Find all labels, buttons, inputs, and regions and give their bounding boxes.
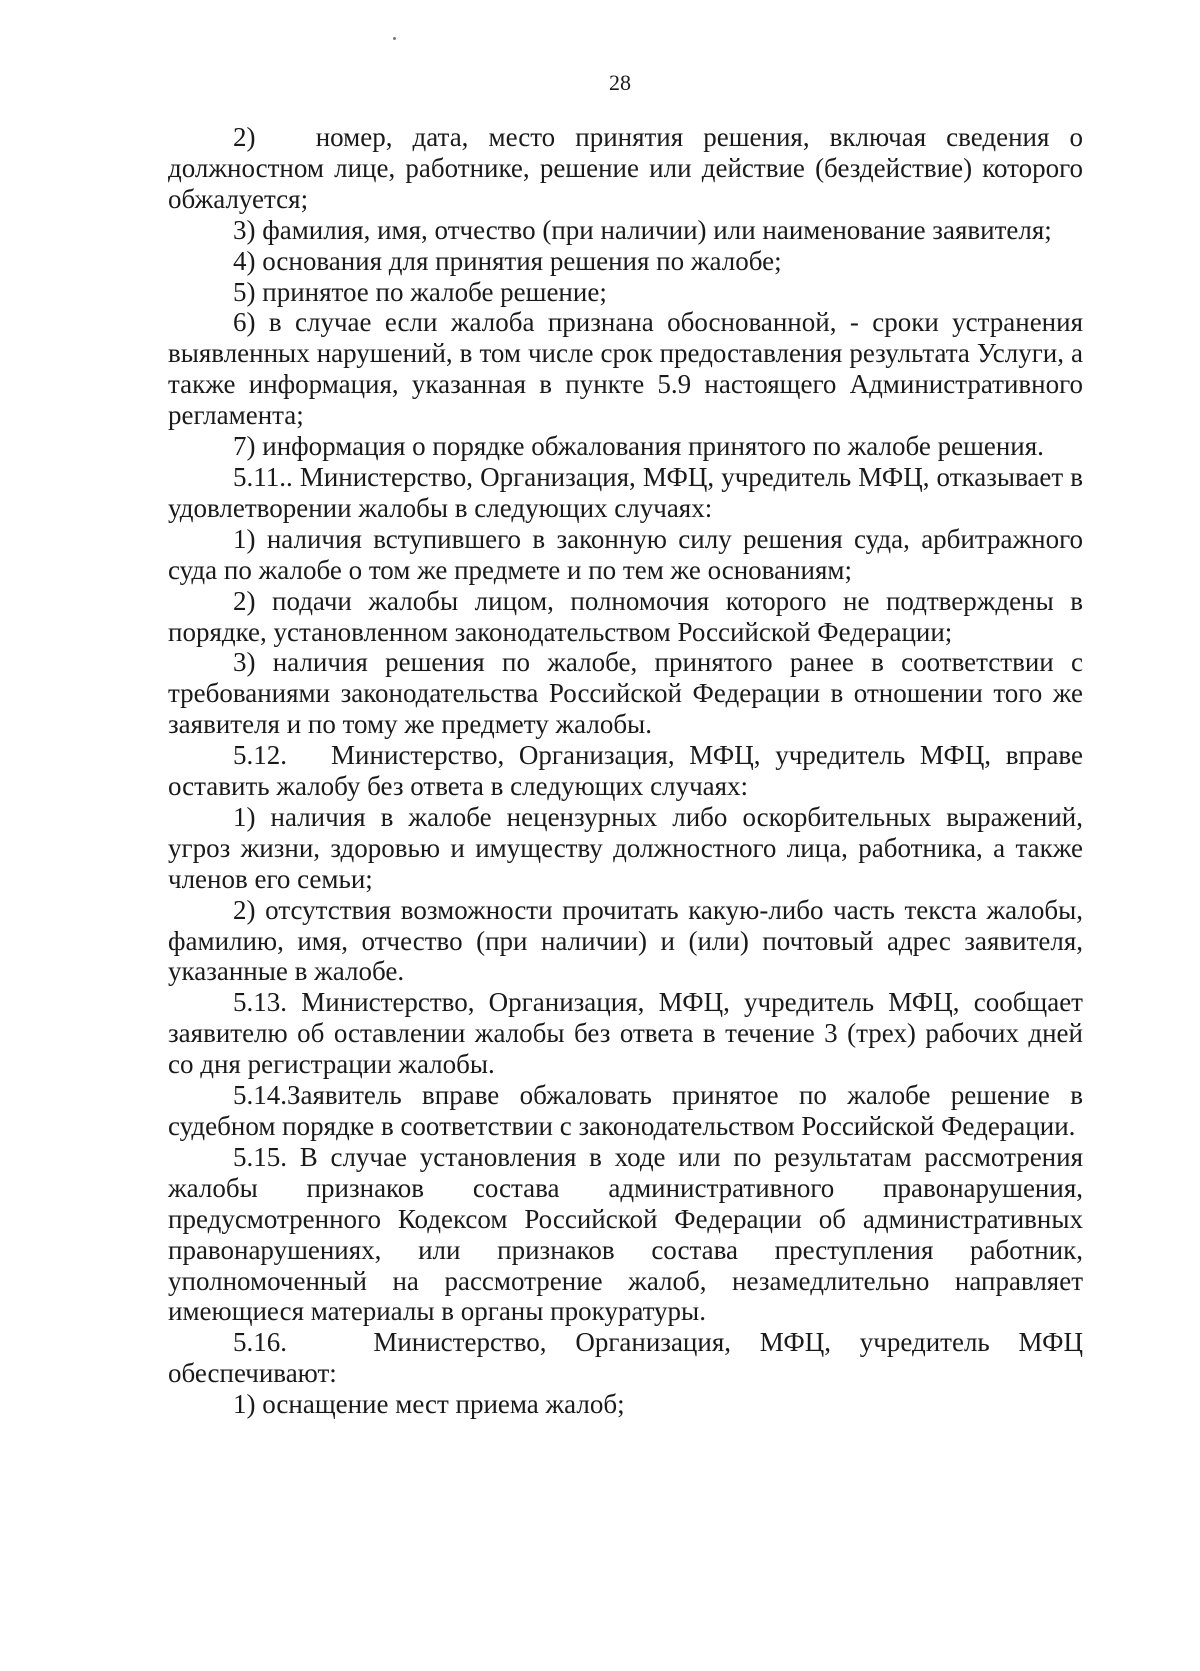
paragraph-5-14: 5.14.Заявитель вправе обжаловать принятое по жалобе решение в судебном порядке в соответствии с законодательством Российской Федерации.	[168, 1080, 1083, 1141]
scan-dot-mark	[393, 37, 396, 40]
document-body	[168, 122, 1083, 1420]
paragraph-5-16: 5.16. Министерство, Организация, МФЦ, учредитель МФЦ обеспечивают:	[168, 1327, 1083, 1389]
paragraph-item-5: 5) принятое по жалобе решение;	[233, 276, 607, 307]
paragraph-5-12: 5.12. Министерство, Организация, МФЦ, учредитель МФЦ, вправе оставить жалобу без ответа в следующих случаях:	[168, 740, 1083, 802]
paragraph-5-11-item-1: 1) наличия вступившего в законную силу решения суда, арбитражного суда по жалобе о том же предмете и по тем же основаниям;	[168, 523, 1083, 585]
paragraph-5-11: 5.11.. Министерство, Организация, МФЦ, учредитель МФЦ, отказывает в удовлетворении жалобы в следующих случаях:	[168, 461, 1083, 523]
paragraph-5-12-item-2: 2) отсутствия возможности прочитать какую-либо часть текста жалобы, фамилию, имя, отчество (при наличии) и (или) почтовый адрес заявителя, указанные в жалобе.	[168, 894, 1083, 987]
paragraph-5-15: 5.15. В случае установления в ходе или по результатам рассмотрения жалобы признаков состава административного правонарушения, предусмотренного Кодексом Российской Федерации об административных правонарушениях, или признаков состава преступления работник, уполномоченный на рассмотрение жалоб, незамедлительно направляет имеющиеся материалы в органы прокуратуры.	[168, 1141, 1083, 1327]
page-number: 28	[609, 70, 631, 95]
paragraph-5-13: 5.13. Министерство, Организация, МФЦ, учредитель МФЦ, сообщает заявителю об оставлении жалобы без ответа в течение 3 (трех) рабочих дней со дня регистрации жалобы.	[168, 987, 1083, 1080]
paragraph-5-12-item-1: 1) наличия в жалобе нецензурных либо оскорбительных выражений, угроз жизни, здоровью и имуществу должностного лица, работника, а также членов его семьи;	[168, 801, 1083, 894]
paragraph-5-11-item-3: 3) наличия решения по жалобе, принятого ранее в соответствии с требованиями законодательства Российской Федерации в отношении того же заявителя и по тому же предмету жалобы.	[168, 647, 1083, 740]
paragraph-5-16-item-1: 1) оснащение мест приема жалоб;	[233, 1389, 625, 1420]
paragraph-5-11-item-2: 2) подачи жалобы лицом, полномочия которого не подтверждены в порядке, установленном законодательством Российской Федерации;	[168, 585, 1083, 647]
paragraph-item-2: 2) номер, дата, место принятия решения, включая сведения о должностном лице, работнике, решение или действие (бездействие) которого обжалуется;	[168, 122, 1083, 214]
paragraph-item-6: 6) в случае если жалоба признана обоснованной, - сроки устранения выявленных нарушений, в том числе срок предоставления результата Услуги, а также информация, указанная в пункте 5.9 настоящего Административного регламента;	[168, 307, 1083, 431]
paragraph-item-4: 4) основания для принятия решения по жалобе;	[233, 245, 782, 276]
paragraph-item-7: 7) информация о порядке обжалования принятого по жалобе решения.	[233, 431, 1044, 462]
paragraph-item-3: 3) фамилия, имя, отчество (при наличии) или наименование заявителя;	[233, 214, 1052, 245]
